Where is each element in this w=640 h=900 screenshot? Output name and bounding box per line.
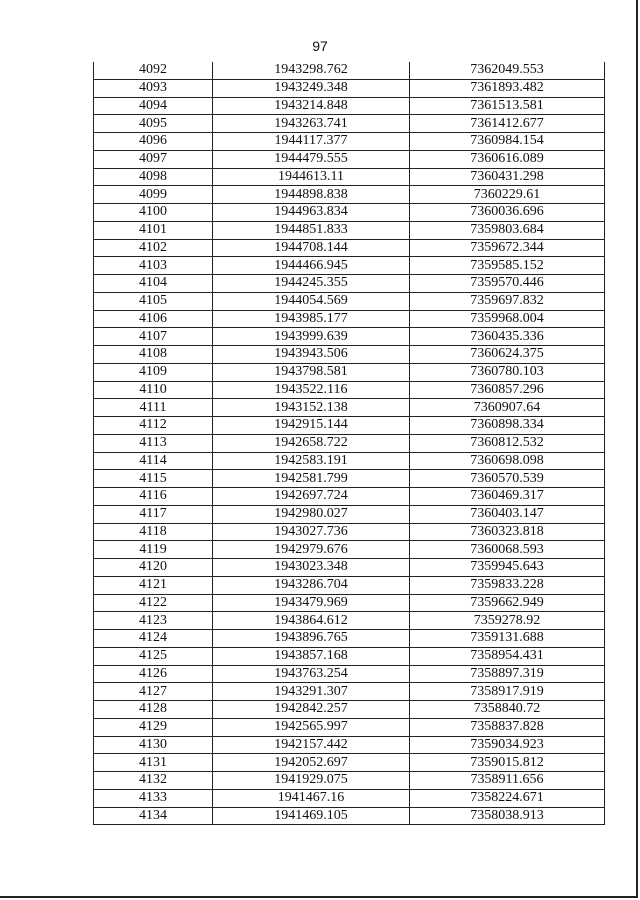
y-coordinate-cell: 7360812.532 <box>410 434 605 452</box>
point-id-cell: 4115 <box>94 470 213 488</box>
x-coordinate-cell: 1942980.027 <box>213 505 410 523</box>
point-id-cell: 4108 <box>94 346 213 364</box>
point-id-cell: 4096 <box>94 133 213 151</box>
table-row <box>94 115 605 133</box>
point-id-cell: 4132 <box>94 772 213 790</box>
y-coordinate-cell: 7358224.671 <box>410 789 605 807</box>
table-row <box>94 754 605 772</box>
y-coordinate-cell: 7361412.677 <box>410 115 605 133</box>
y-coordinate-cell: 7360469.317 <box>410 488 605 506</box>
y-coordinate-cell: 7360698.098 <box>410 452 605 470</box>
y-coordinate-cell: 7360403.147 <box>410 505 605 523</box>
x-coordinate-cell: 1943864.612 <box>213 612 410 630</box>
table-row <box>94 647 605 665</box>
point-id-cell: 4102 <box>94 239 213 257</box>
y-coordinate-cell: 7360435.336 <box>410 328 605 346</box>
y-coordinate-cell: 7359672.344 <box>410 239 605 257</box>
table-row <box>94 772 605 790</box>
y-coordinate-cell: 7359662.949 <box>410 594 605 612</box>
table-row <box>94 434 605 452</box>
x-coordinate-cell: 1942583.191 <box>213 452 410 470</box>
table-row <box>94 239 605 257</box>
y-coordinate-cell: 7359278.92 <box>410 612 605 630</box>
x-coordinate-cell: 1943943.506 <box>213 346 410 364</box>
x-coordinate-cell: 1943027.736 <box>213 523 410 541</box>
y-coordinate-cell: 7360431.298 <box>410 168 605 186</box>
x-coordinate-cell: 1943263.741 <box>213 115 410 133</box>
point-id-cell: 4122 <box>94 594 213 612</box>
table-row <box>94 594 605 612</box>
x-coordinate-cell: 1943298.762 <box>213 62 410 79</box>
x-coordinate-cell: 1943023.348 <box>213 559 410 577</box>
coordinates-table <box>93 62 605 825</box>
x-coordinate-cell: 1942052.697 <box>213 754 410 772</box>
y-coordinate-cell: 7361893.482 <box>410 79 605 97</box>
table-row <box>94 62 605 79</box>
y-coordinate-cell: 7359833.228 <box>410 576 605 594</box>
point-id-cell: 4109 <box>94 363 213 381</box>
table-row <box>94 204 605 222</box>
table-row <box>94 807 605 825</box>
x-coordinate-cell: 1942979.676 <box>213 541 410 559</box>
point-id-cell: 4127 <box>94 683 213 701</box>
y-coordinate-cell: 7358897.319 <box>410 665 605 683</box>
point-id-cell: 4123 <box>94 612 213 630</box>
x-coordinate-cell: 1944466.945 <box>213 257 410 275</box>
point-id-cell: 4111 <box>94 399 213 417</box>
table-row <box>94 133 605 151</box>
table-row <box>94 79 605 97</box>
x-coordinate-cell: 1943798.581 <box>213 363 410 381</box>
x-coordinate-cell: 1944963.834 <box>213 204 410 222</box>
y-coordinate-cell: 7359570.446 <box>410 275 605 293</box>
table-row <box>94 168 605 186</box>
x-coordinate-cell: 1943152.138 <box>213 399 410 417</box>
x-coordinate-cell: 1943291.307 <box>213 683 410 701</box>
point-id-cell: 4105 <box>94 292 213 310</box>
y-coordinate-cell: 7360323.818 <box>410 523 605 541</box>
coordinates-table-body <box>94 62 605 825</box>
y-coordinate-cell: 7360780.103 <box>410 363 605 381</box>
x-coordinate-cell: 1942658.722 <box>213 434 410 452</box>
point-id-cell: 4114 <box>94 452 213 470</box>
table-row <box>94 97 605 115</box>
y-coordinate-cell: 7362049.553 <box>410 62 605 79</box>
y-coordinate-cell: 7359968.004 <box>410 310 605 328</box>
x-coordinate-cell: 1944851.833 <box>213 221 410 239</box>
y-coordinate-cell: 7361513.581 <box>410 97 605 115</box>
table-row <box>94 559 605 577</box>
point-id-cell: 4129 <box>94 718 213 736</box>
point-id-cell: 4131 <box>94 754 213 772</box>
point-id-cell: 4117 <box>94 505 213 523</box>
point-id-cell: 4097 <box>94 150 213 168</box>
page-number: 97 <box>312 38 328 54</box>
y-coordinate-cell: 7360229.61 <box>410 186 605 204</box>
table-row <box>94 221 605 239</box>
point-id-cell: 4093 <box>94 79 213 97</box>
x-coordinate-cell: 1943214.848 <box>213 97 410 115</box>
table-row <box>94 417 605 435</box>
point-id-cell: 4095 <box>94 115 213 133</box>
x-coordinate-cell: 1943985.177 <box>213 310 410 328</box>
table-row <box>94 399 605 417</box>
point-id-cell: 4113 <box>94 434 213 452</box>
point-id-cell: 4107 <box>94 328 213 346</box>
table-row <box>94 470 605 488</box>
point-id-cell: 4098 <box>94 168 213 186</box>
x-coordinate-cell: 1944708.144 <box>213 239 410 257</box>
y-coordinate-cell: 7358837.828 <box>410 718 605 736</box>
table-row <box>94 328 605 346</box>
y-coordinate-cell: 7359803.684 <box>410 221 605 239</box>
y-coordinate-cell: 7360907.64 <box>410 399 605 417</box>
x-coordinate-cell: 1943249.348 <box>213 79 410 97</box>
point-id-cell: 4130 <box>94 736 213 754</box>
x-coordinate-cell: 1944245.355 <box>213 275 410 293</box>
y-coordinate-cell: 7360036.696 <box>410 204 605 222</box>
point-id-cell: 4094 <box>94 97 213 115</box>
table-row <box>94 363 605 381</box>
x-coordinate-cell: 1942157.442 <box>213 736 410 754</box>
x-coordinate-cell: 1943522.116 <box>213 381 410 399</box>
table-row <box>94 612 605 630</box>
point-id-cell: 4112 <box>94 417 213 435</box>
point-id-cell: 4092 <box>94 62 213 79</box>
y-coordinate-cell: 7360898.334 <box>410 417 605 435</box>
x-coordinate-cell: 1943896.765 <box>213 630 410 648</box>
table-row <box>94 576 605 594</box>
point-id-cell: 4128 <box>94 701 213 719</box>
x-coordinate-cell: 1942697.724 <box>213 488 410 506</box>
table-row <box>94 630 605 648</box>
point-id-cell: 4103 <box>94 257 213 275</box>
x-coordinate-cell: 1942565.997 <box>213 718 410 736</box>
table-row <box>94 346 605 364</box>
y-coordinate-cell: 7360570.539 <box>410 470 605 488</box>
point-id-cell: 4110 <box>94 381 213 399</box>
table-row <box>94 310 605 328</box>
point-id-cell: 4134 <box>94 807 213 825</box>
point-id-cell: 4101 <box>94 221 213 239</box>
point-id-cell: 4119 <box>94 541 213 559</box>
x-coordinate-cell: 1943999.639 <box>213 328 410 346</box>
x-coordinate-cell: 1941467.16 <box>213 789 410 807</box>
y-coordinate-cell: 7360068.593 <box>410 541 605 559</box>
x-coordinate-cell: 1943763.254 <box>213 665 410 683</box>
y-coordinate-cell: 7358840.72 <box>410 701 605 719</box>
table-row <box>94 718 605 736</box>
x-coordinate-cell: 1944117.377 <box>213 133 410 151</box>
table-row <box>94 789 605 807</box>
point-id-cell: 4118 <box>94 523 213 541</box>
table-row <box>94 452 605 470</box>
x-coordinate-cell: 1943286.704 <box>213 576 410 594</box>
table-row <box>94 736 605 754</box>
y-coordinate-cell: 7358954.431 <box>410 647 605 665</box>
x-coordinate-cell: 1942842.257 <box>213 701 410 719</box>
point-id-cell: 4126 <box>94 665 213 683</box>
point-id-cell: 4100 <box>94 204 213 222</box>
table-row <box>94 683 605 701</box>
point-id-cell: 4133 <box>94 789 213 807</box>
table-row <box>94 665 605 683</box>
point-id-cell: 4106 <box>94 310 213 328</box>
table-row <box>94 541 605 559</box>
point-id-cell: 4116 <box>94 488 213 506</box>
point-id-cell: 4120 <box>94 559 213 577</box>
x-coordinate-cell: 1943479.969 <box>213 594 410 612</box>
y-coordinate-cell: 7359585.152 <box>410 257 605 275</box>
y-coordinate-cell: 7360616.089 <box>410 150 605 168</box>
y-coordinate-cell: 7358911.656 <box>410 772 605 790</box>
y-coordinate-cell: 7358038.913 <box>410 807 605 825</box>
y-coordinate-cell: 7359015.812 <box>410 754 605 772</box>
point-id-cell: 4099 <box>94 186 213 204</box>
x-coordinate-cell: 1944898.838 <box>213 186 410 204</box>
point-id-cell: 4121 <box>94 576 213 594</box>
x-coordinate-cell: 1943857.168 <box>213 647 410 665</box>
x-coordinate-cell: 1942915.144 <box>213 417 410 435</box>
table-row <box>94 505 605 523</box>
table-row <box>94 701 605 719</box>
y-coordinate-cell: 7359034.923 <box>410 736 605 754</box>
table-row <box>94 292 605 310</box>
y-coordinate-cell: 7359131.688 <box>410 630 605 648</box>
x-coordinate-cell: 1941929.075 <box>213 772 410 790</box>
table-row <box>94 150 605 168</box>
y-coordinate-cell: 7359945.643 <box>410 559 605 577</box>
y-coordinate-cell: 7360857.296 <box>410 381 605 399</box>
table-row <box>94 257 605 275</box>
point-id-cell: 4104 <box>94 275 213 293</box>
y-coordinate-cell: 7359697.832 <box>410 292 605 310</box>
x-coordinate-cell: 1941469.105 <box>213 807 410 825</box>
table-row <box>94 523 605 541</box>
table-row <box>94 186 605 204</box>
y-coordinate-cell: 7360624.375 <box>410 346 605 364</box>
y-coordinate-cell: 7358917.919 <box>410 683 605 701</box>
y-coordinate-cell: 7360984.154 <box>410 133 605 151</box>
x-coordinate-cell: 1944054.569 <box>213 292 410 310</box>
table-row <box>94 275 605 293</box>
table-row <box>94 381 605 399</box>
x-coordinate-cell: 1942581.799 <box>213 470 410 488</box>
table-row <box>94 488 605 506</box>
point-id-cell: 4124 <box>94 630 213 648</box>
x-coordinate-cell: 1944479.555 <box>213 150 410 168</box>
x-coordinate-cell: 1944613.11 <box>213 168 410 186</box>
point-id-cell: 4125 <box>94 647 213 665</box>
